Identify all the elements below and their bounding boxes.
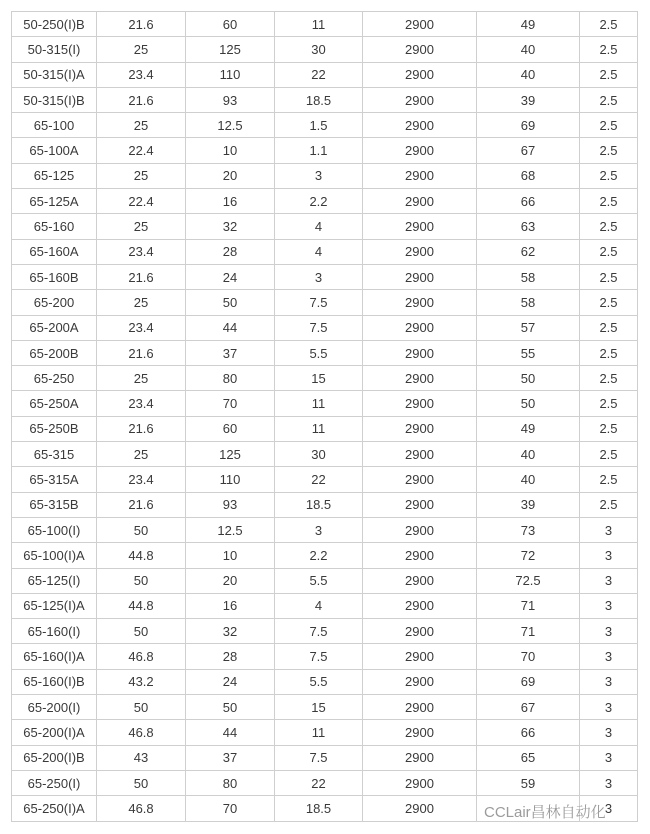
power-cell: 18.5 [275, 88, 362, 112]
npsh-cell: 2.5 [580, 442, 637, 466]
model-cell: 65-160A [12, 240, 96, 264]
npsh-cell: 2.5 [580, 467, 637, 491]
efficiency-cell: 58 [477, 290, 579, 314]
efficiency-cell: 58 [477, 265, 579, 289]
flow-cell: 50 [97, 619, 185, 643]
efficiency-cell: 40 [477, 63, 579, 87]
speed-cell: 2900 [363, 88, 476, 112]
npsh-cell: 3 [580, 771, 637, 795]
npsh-cell: 3 [580, 619, 637, 643]
power-cell: 2.2 [275, 543, 362, 567]
head-cell: 110 [186, 63, 274, 87]
flow-cell: 21.6 [97, 265, 185, 289]
power-cell: 1.5 [275, 113, 362, 137]
flow-cell: 46.8 [97, 644, 185, 668]
model-cell: 65-125(I)A [12, 594, 96, 618]
flow-cell: 22.4 [97, 138, 185, 162]
model-cell: 65-200B [12, 341, 96, 365]
pump-spec-table [11, 11, 638, 822]
power-cell: 11 [275, 12, 362, 36]
speed-cell: 2900 [363, 189, 476, 213]
power-cell: 5.5 [275, 341, 362, 365]
watermark-logo-text: CCLair昌林自动化 [484, 804, 606, 821]
flow-cell: 23.4 [97, 467, 185, 491]
table-row [12, 417, 637, 441]
head-cell: 93 [186, 493, 274, 517]
head-cell: 28 [186, 240, 274, 264]
head-cell: 44 [186, 720, 274, 744]
power-cell: 30 [275, 37, 362, 61]
flow-cell: 43 [97, 746, 185, 770]
table-row [12, 442, 637, 466]
speed-cell: 2900 [363, 113, 476, 137]
table-row [12, 543, 637, 567]
head-cell: 50 [186, 695, 274, 719]
flow-cell: 22.4 [97, 189, 185, 213]
npsh-cell: 2.5 [580, 88, 637, 112]
table-row [12, 88, 637, 112]
efficiency-cell: 57 [477, 316, 579, 340]
speed-cell: 2900 [363, 316, 476, 340]
table-row [12, 12, 637, 36]
speed-cell: 2900 [363, 619, 476, 643]
npsh-cell: 2.5 [580, 417, 637, 441]
efficiency-cell: 63 [477, 214, 579, 238]
flow-cell: 50 [97, 569, 185, 593]
efficiency-cell: 50 [477, 391, 579, 415]
head-cell: 20 [186, 164, 274, 188]
speed-cell: 2900 [363, 63, 476, 87]
head-cell: 10 [186, 138, 274, 162]
efficiency-cell: 62 [477, 240, 579, 264]
npsh-cell: 3 [580, 644, 637, 668]
table-row [12, 138, 637, 162]
power-cell: 5.5 [275, 569, 362, 593]
speed-cell: 2900 [363, 493, 476, 517]
head-cell: 16 [186, 189, 274, 213]
head-cell: 12.5 [186, 518, 274, 542]
power-cell: 3 [275, 164, 362, 188]
speed-cell: 2900 [363, 720, 476, 744]
speed-cell: 2900 [363, 569, 476, 593]
table-row [12, 164, 637, 188]
flow-cell: 50 [97, 695, 185, 719]
efficiency-cell: 67 [477, 695, 579, 719]
model-cell: 65-100 [12, 113, 96, 137]
speed-cell: 2900 [363, 670, 476, 694]
power-cell: 2.2 [275, 189, 362, 213]
table-row [12, 341, 637, 365]
power-cell: 7.5 [275, 290, 362, 314]
efficiency-cell: 73 [477, 518, 579, 542]
efficiency-cell: 72.5 [477, 569, 579, 593]
speed-cell: 2900 [363, 417, 476, 441]
flow-cell: 50 [97, 518, 185, 542]
power-cell: 18.5 [275, 493, 362, 517]
table-row [12, 113, 637, 137]
efficiency-cell: 39 [477, 88, 579, 112]
power-cell: 7.5 [275, 644, 362, 668]
efficiency-cell: 67 [477, 138, 579, 162]
power-cell: 4 [275, 214, 362, 238]
flow-cell: 25 [97, 164, 185, 188]
table-row [12, 63, 637, 87]
power-cell: 3 [275, 265, 362, 289]
speed-cell: 2900 [363, 138, 476, 162]
model-cell: 65-200(I) [12, 695, 96, 719]
npsh-cell: 3 [580, 796, 637, 820]
model-cell: 65-160 [12, 214, 96, 238]
speed-cell: 2900 [363, 518, 476, 542]
flow-cell: 21.6 [97, 88, 185, 112]
table-row [12, 796, 637, 820]
speed-cell: 2900 [363, 164, 476, 188]
flow-cell: 25 [97, 113, 185, 137]
power-cell: 7.5 [275, 316, 362, 340]
model-cell: 65-200(I)A [12, 720, 96, 744]
table-row [12, 771, 637, 795]
npsh-cell: 2.5 [580, 341, 637, 365]
head-cell: 60 [186, 417, 274, 441]
speed-cell: 2900 [363, 644, 476, 668]
speed-cell: 2900 [363, 594, 476, 618]
power-cell: 11 [275, 417, 362, 441]
flow-cell: 23.4 [97, 316, 185, 340]
efficiency-cell: 55 [477, 341, 579, 365]
speed-cell: 2900 [363, 467, 476, 491]
flow-cell: 21.6 [97, 493, 185, 517]
speed-cell: 2900 [363, 695, 476, 719]
speed-cell: 2900 [363, 240, 476, 264]
efficiency-cell: 69 [477, 113, 579, 137]
head-cell: 20 [186, 569, 274, 593]
efficiency-cell [477, 796, 579, 820]
npsh-cell: 2.5 [580, 366, 637, 390]
power-cell: 18.5 [275, 796, 362, 820]
power-cell: 3 [275, 518, 362, 542]
efficiency-cell: 40 [477, 442, 579, 466]
speed-cell: 2900 [363, 796, 476, 820]
npsh-cell: 2.5 [580, 63, 637, 87]
flow-cell: 25 [97, 290, 185, 314]
head-cell: 16 [186, 594, 274, 618]
head-cell: 70 [186, 796, 274, 820]
model-cell: 65-200A [12, 316, 96, 340]
power-cell: 5.5 [275, 670, 362, 694]
flow-cell: 43.2 [97, 670, 185, 694]
model-cell: 65-125 [12, 164, 96, 188]
head-cell: 110 [186, 467, 274, 491]
table-row [12, 746, 637, 770]
npsh-cell: 2.5 [580, 37, 637, 61]
efficiency-cell: 49 [477, 12, 579, 36]
efficiency-cell: 40 [477, 467, 579, 491]
speed-cell: 2900 [363, 366, 476, 390]
npsh-cell: 2.5 [580, 214, 637, 238]
efficiency-cell: 59 [477, 771, 579, 795]
table-row [12, 391, 637, 415]
npsh-cell: 3 [580, 746, 637, 770]
flow-cell: 21.6 [97, 12, 185, 36]
speed-cell: 2900 [363, 290, 476, 314]
npsh-cell: 3 [580, 720, 637, 744]
efficiency-cell: 39 [477, 493, 579, 517]
power-cell: 11 [275, 720, 362, 744]
efficiency-cell: 66 [477, 720, 579, 744]
flow-cell: 25 [97, 366, 185, 390]
head-cell: 32 [186, 214, 274, 238]
flow-cell: 21.6 [97, 417, 185, 441]
spec-table-container [11, 11, 638, 822]
power-cell: 7.5 [275, 746, 362, 770]
head-cell: 24 [186, 670, 274, 694]
efficiency-cell: 49 [477, 417, 579, 441]
efficiency-cell: 69 [477, 670, 579, 694]
npsh-cell: 2.5 [580, 240, 637, 264]
flow-cell: 46.8 [97, 720, 185, 744]
model-cell: 65-160B [12, 265, 96, 289]
speed-cell: 2900 [363, 214, 476, 238]
power-cell: 15 [275, 695, 362, 719]
model-cell: 65-200 [12, 290, 96, 314]
speed-cell: 2900 [363, 37, 476, 61]
efficiency-cell: 71 [477, 594, 579, 618]
efficiency-cell: 65 [477, 746, 579, 770]
speed-cell: 2900 [363, 265, 476, 289]
efficiency-cell: 71 [477, 619, 579, 643]
efficiency-cell: 66 [477, 189, 579, 213]
model-cell: 50-315(I) [12, 37, 96, 61]
speed-cell: 2900 [363, 341, 476, 365]
model-cell: 65-125A [12, 189, 96, 213]
model-cell: 65-315B [12, 493, 96, 517]
table-row [12, 366, 637, 390]
model-cell: 65-125(I) [12, 569, 96, 593]
table-row [12, 569, 637, 593]
speed-cell: 2900 [363, 771, 476, 795]
npsh-cell: 2.5 [580, 138, 637, 162]
npsh-cell: 2.5 [580, 265, 637, 289]
table-row [12, 189, 637, 213]
power-cell: 30 [275, 442, 362, 466]
flow-cell: 23.4 [97, 63, 185, 87]
head-cell: 32 [186, 619, 274, 643]
head-cell: 28 [186, 644, 274, 668]
npsh-cell: 3 [580, 594, 637, 618]
speed-cell: 2900 [363, 391, 476, 415]
power-cell: 1.1 [275, 138, 362, 162]
head-cell: 80 [186, 366, 274, 390]
npsh-cell: 2.5 [580, 164, 637, 188]
npsh-cell: 3 [580, 518, 637, 542]
flow-cell: 23.4 [97, 391, 185, 415]
npsh-cell: 2.5 [580, 316, 637, 340]
table-row [12, 214, 637, 238]
npsh-cell: 2.5 [580, 290, 637, 314]
npsh-cell: 3 [580, 569, 637, 593]
flow-cell: 25 [97, 214, 185, 238]
head-cell: 37 [186, 746, 274, 770]
head-cell: 10 [186, 543, 274, 567]
model-cell: 65-100(I) [12, 518, 96, 542]
table-row [12, 695, 637, 719]
model-cell: 65-160(I)B [12, 670, 96, 694]
model-cell: 65-200(I)B [12, 746, 96, 770]
table-row [12, 720, 637, 744]
model-cell: 65-250A [12, 391, 96, 415]
table-body [12, 12, 637, 821]
power-cell: 4 [275, 594, 362, 618]
head-cell: 93 [186, 88, 274, 112]
npsh-cell: 2.5 [580, 493, 637, 517]
flow-cell: 25 [97, 442, 185, 466]
head-cell: 50 [186, 290, 274, 314]
power-cell: 4 [275, 240, 362, 264]
head-cell: 80 [186, 771, 274, 795]
model-cell: 50-315(I)B [12, 88, 96, 112]
head-cell: 24 [186, 265, 274, 289]
npsh-cell: 2.5 [580, 189, 637, 213]
table-row [12, 670, 637, 694]
table-row [12, 316, 637, 340]
flow-cell: 25 [97, 37, 185, 61]
efficiency-cell: 40 [477, 37, 579, 61]
model-cell: 65-315A [12, 467, 96, 491]
head-cell: 44 [186, 316, 274, 340]
table-row [12, 594, 637, 618]
table-row [12, 290, 637, 314]
model-cell: 50-250(I)B [12, 12, 96, 36]
table-row [12, 493, 637, 517]
efficiency-cell: 50 [477, 366, 579, 390]
model-cell: 65-160(I) [12, 619, 96, 643]
head-cell: 60 [186, 12, 274, 36]
model-cell: 65-250(I) [12, 771, 96, 795]
flow-cell: 44.8 [97, 594, 185, 618]
table-row [12, 518, 637, 542]
table-row [12, 240, 637, 264]
head-cell: 12.5 [186, 113, 274, 137]
flow-cell: 44.8 [97, 543, 185, 567]
speed-cell: 2900 [363, 746, 476, 770]
speed-cell: 2900 [363, 12, 476, 36]
model-cell: 65-250B [12, 417, 96, 441]
power-cell: 11 [275, 391, 362, 415]
power-cell: 22 [275, 467, 362, 491]
power-cell: 22 [275, 771, 362, 795]
model-cell: 65-315 [12, 442, 96, 466]
model-cell: 65-100(I)A [12, 543, 96, 567]
flow-cell: 50 [97, 771, 185, 795]
efficiency-cell: 70 [477, 644, 579, 668]
model-cell: 50-315(I)A [12, 63, 96, 87]
table-row [12, 467, 637, 491]
flow-cell: 23.4 [97, 240, 185, 264]
table-row [12, 37, 637, 61]
model-cell: 65-160(I)A [12, 644, 96, 668]
table-row [12, 619, 637, 643]
npsh-cell: 3 [580, 543, 637, 567]
table-row [12, 265, 637, 289]
speed-cell: 2900 [363, 543, 476, 567]
speed-cell: 2900 [363, 442, 476, 466]
flow-cell: 21.6 [97, 341, 185, 365]
flow-cell: 46.8 [97, 796, 185, 820]
power-cell: 7.5 [275, 619, 362, 643]
npsh-cell: 2.5 [580, 12, 637, 36]
head-cell: 125 [186, 37, 274, 61]
efficiency-cell: 72 [477, 543, 579, 567]
model-cell: 65-250(I)A [12, 796, 96, 820]
npsh-cell: 3 [580, 695, 637, 719]
npsh-cell: 2.5 [580, 391, 637, 415]
efficiency-cell: 68 [477, 164, 579, 188]
head-cell: 70 [186, 391, 274, 415]
power-cell: 15 [275, 366, 362, 390]
npsh-cell: 2.5 [580, 113, 637, 137]
head-cell: 125 [186, 442, 274, 466]
npsh-cell: 3 [580, 670, 637, 694]
head-cell: 37 [186, 341, 274, 365]
model-cell: 65-250 [12, 366, 96, 390]
table-row [12, 644, 637, 668]
power-cell: 22 [275, 63, 362, 87]
model-cell: 65-100A [12, 138, 96, 162]
